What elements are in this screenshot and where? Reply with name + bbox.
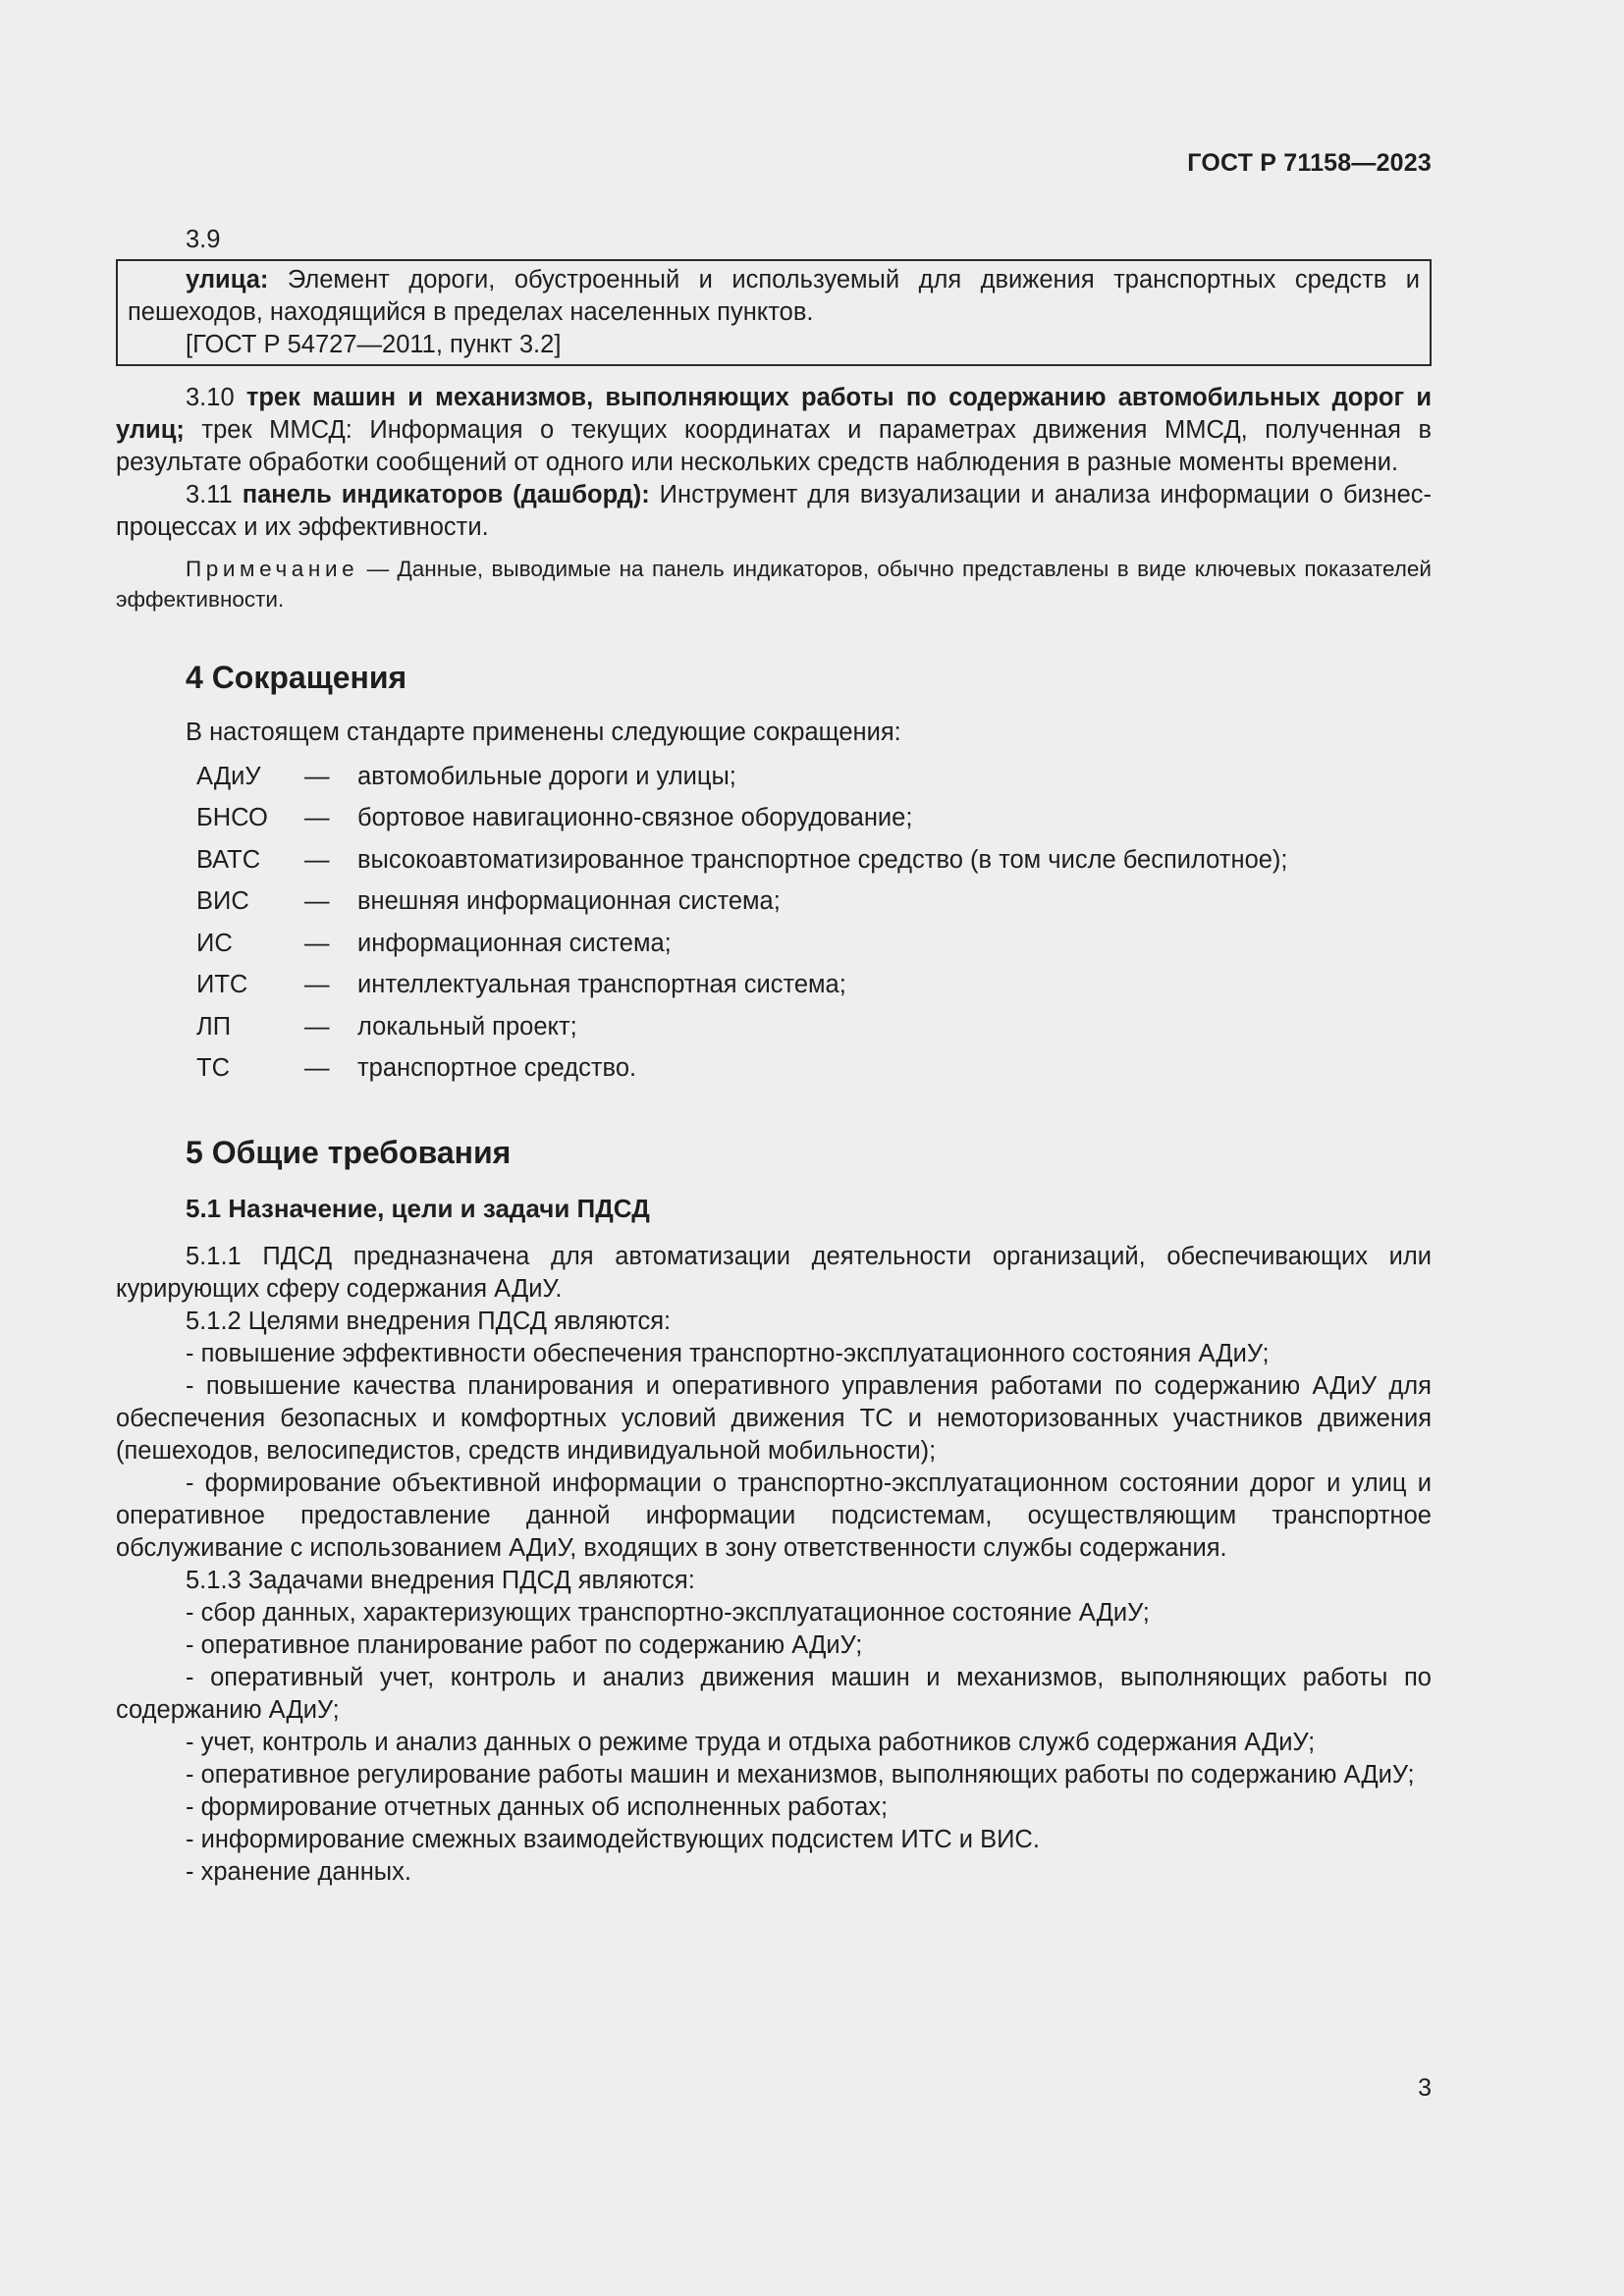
abbreviation-code: ИТС xyxy=(196,971,248,999)
body-paragraph: 5.1.3 Задачами внедрения ПДСД являются: xyxy=(186,1567,695,1594)
body-paragraph: - учет, контроль и анализ данных о режиме труда и отдыха работников служб содержания АДиУ; xyxy=(186,1729,1316,1756)
abbreviation-code: ВАТС xyxy=(196,845,261,874)
abbreviation-code: ЛП xyxy=(196,1012,232,1041)
body-paragraph: - сбор данных, характеризующих транспортно-эксплуатационное состояние АДиУ; xyxy=(186,1599,1150,1627)
abbreviation-code: ВИС xyxy=(196,887,249,916)
term-definition: Элемент дороги, обустроенный и используемый для движения транспортных средств и пешеходов, находящийся в пределах населенных пунктов. xyxy=(128,266,1420,326)
body-paragraph: 5.1.1 ПДСД предназначена для автоматизации деятельности организаций, обеспечивающих или курирующих сферу содержания АДиУ. xyxy=(116,1243,1432,1303)
abbreviation-dash: — xyxy=(304,845,330,874)
subsection-title: 5.1 Назначение, цели и задачи ПДСД xyxy=(186,1194,650,1223)
body-paragraph: 5.1.2 Целями внедрения ПДСД являются: xyxy=(186,1308,672,1335)
abbreviation-row xyxy=(116,839,1432,881)
abbreviation-dash: — xyxy=(304,1054,330,1083)
abbreviation-code: БНСО xyxy=(196,804,268,832)
abbreviation-code: ТС xyxy=(196,1054,230,1083)
term-number: 3.9 xyxy=(186,226,221,253)
abbreviation-code: АДиУ xyxy=(196,762,261,790)
abbreviation-dash: — xyxy=(304,762,330,790)
abbreviation-dash: — xyxy=(304,887,330,916)
definition-box xyxy=(116,259,1432,366)
abbreviation-meaning: интеллектуальная транспортная система; xyxy=(357,971,846,999)
term-paragraph xyxy=(116,382,1432,479)
term-paragraph xyxy=(116,479,1432,544)
abbreviation-row xyxy=(116,798,1432,840)
term-name: трек машин и механизмов, выполняющих работы по содержанию автомобильных дорог и улиц; xyxy=(116,384,1432,444)
document-code: ГОСТ Р 71158—2023 xyxy=(1187,149,1432,177)
abbreviation-row xyxy=(116,881,1432,924)
term-name: панель индикаторов (дашборд): xyxy=(242,481,650,508)
abbreviation-row xyxy=(116,1048,1432,1091)
body-paragraph: - формирование отчетных данных об исполненных работах; xyxy=(186,1793,889,1821)
definition-reference: [ГОСТ Р 54727—2011, пункт 3.2] xyxy=(186,331,562,358)
body-paragraph: - повышение эффективности обеспечения транспортно-эксплуатационного состояния АДиУ; xyxy=(186,1340,1270,1367)
abbreviation-meaning: транспортное средство. xyxy=(357,1054,637,1083)
section-title: 5 Общие требования xyxy=(186,1135,512,1170)
term-number: 3.11 xyxy=(186,481,243,508)
body-paragraph: - повышение качества планирования и оперативного управления работами по содержанию АДиУ для обеспечения безопасных и комфортных условий движения ТС и немоторизованных участников движения (пешеходов, велосипедистов, средств индивидуальной мобильности); xyxy=(116,1372,1432,1465)
abbreviation-meaning: локальный проект; xyxy=(357,1012,577,1041)
body-paragraph: - оперативное планирование работ по содержанию АДиУ; xyxy=(186,1631,863,1659)
body-paragraph: - хранение данных. xyxy=(186,1858,411,1886)
section-title: 4 Сокращения xyxy=(186,660,407,695)
term-number: 3.10 xyxy=(186,384,246,411)
body-paragraph: - оперативное регулирование работы машин и механизмов, выполняющих работы по содержанию АДиУ; xyxy=(186,1761,1415,1789)
abbreviations-list xyxy=(116,756,1432,1090)
term-definition: трек ММСД: Информация о текущих координатах и параметрах движения ММСД, полученная в результате обработки сообщений от одного или нескольких средств наблюдения в разные моменты времени. xyxy=(116,416,1432,476)
abbreviation-meaning: информационная система; xyxy=(357,929,672,957)
term-name: улица: xyxy=(186,266,269,294)
body-paragraph: - формирование объективной информации о транспортно-эксплуатационном состоянии дорог и улиц и оперативное предоставление данной информации подсистемам, осуществляющим транспортное обслуживание с использованием АДиУ, входящих в зону ответственности службы содержания. xyxy=(116,1469,1432,1562)
body-paragraph: - информирование смежных взаимодействующих подсистем ИТС и ВИС. xyxy=(186,1826,1040,1853)
abbreviation-meaning: высокоавтоматизированное транспортное средство (в том числе беспилотное); xyxy=(357,845,1288,874)
abbreviation-row xyxy=(116,1006,1432,1048)
definition-text xyxy=(128,264,1420,329)
term-definition: Инструмент для визуализации и анализа информации о бизнес-процессах и их эффективности. xyxy=(116,481,1433,541)
abbreviation-dash: — xyxy=(304,971,330,999)
abbreviation-meaning: автомобильные дороги и улицы; xyxy=(357,762,736,790)
note-label: Примечание xyxy=(186,557,359,581)
abbreviation-row xyxy=(116,923,1432,965)
abbreviation-dash: — xyxy=(304,929,330,957)
abbreviations-intro: В настоящем стандарте применены следующие сокращения: xyxy=(186,719,901,746)
abbreviation-dash: — xyxy=(304,1012,330,1041)
abbreviation-row xyxy=(116,965,1432,1007)
body-paragraph: - оперативный учет, контроль и анализ движения машин и механизмов, выполняющих работы по содержанию АДиУ; xyxy=(116,1664,1432,1724)
abbreviation-row xyxy=(116,756,1432,798)
document-body xyxy=(116,224,1432,1889)
note-paragraph xyxy=(116,554,1432,614)
page-number: 3 xyxy=(1418,2074,1432,2102)
abbreviation-meaning: внешняя информационная система; xyxy=(357,887,781,916)
document-page xyxy=(116,0,1432,2296)
abbreviation-meaning: бортовое навигационно-связное оборудование; xyxy=(357,804,913,832)
abbreviation-dash: — xyxy=(304,804,330,832)
abbreviation-code: ИС xyxy=(196,929,233,957)
note-text: — Данные, выводимые на панель индикаторов, обычно представлены в виде ключевых показателей эффективности. xyxy=(116,557,1432,612)
